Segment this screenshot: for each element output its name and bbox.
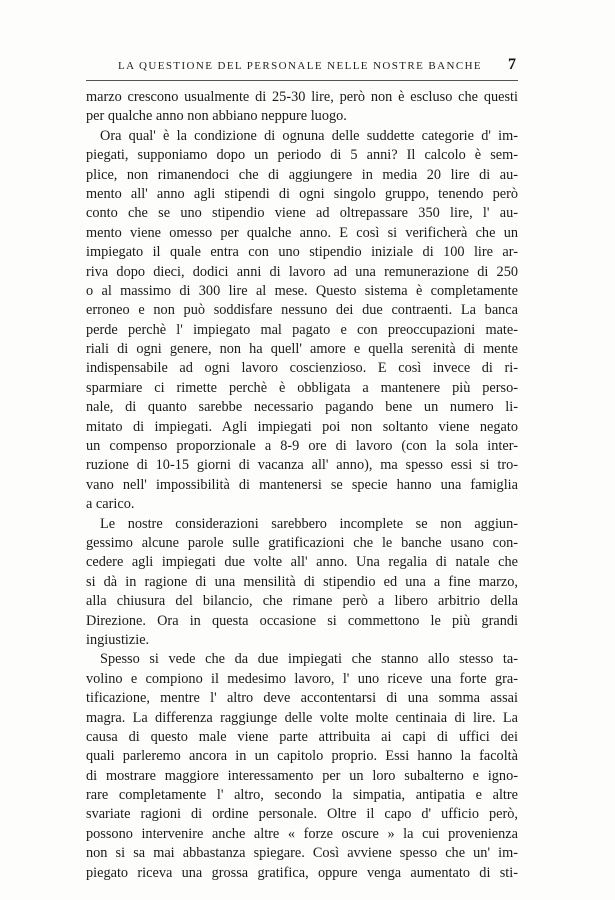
running-head [86,56,518,78]
text-line: mitato di impiegati. Agli impiegati poi non soltanto viene negato [86,418,518,435]
text-line: Le nostre considerazioni sarebbero incomplete se non aggiun- [100,515,518,532]
text-line: a carico. [86,496,135,513]
text-line: Spesso si vede che da due impiegati che stanno allo stesso ta- [100,651,518,668]
text-line: sparmiare ci rimette perchè è obbligata a mantenere più perso- [86,379,518,396]
text-line: magra. La differenza raggiunge delle volte molte centinaia di lire. La [86,709,518,726]
text-line: marzo crescono usualmente di 25-30 lire, però non è escluso che questi [86,89,518,105]
text-line: perde perchè l' impiegato mal pagato e con preoccupazioni mate- [86,321,518,338]
text-line: ruzione di 10-15 giorni di vacanza all' anno), ma spesso essi si tro- [86,457,518,474]
text-line: erroneo e non può soddisfare nessuno dei due contraenti. La banca [86,302,518,319]
text-line: Ora qual' è la condizione di ognuna delle suddette categorie d' im- [100,127,518,144]
text-line: piegato riceva una grossa gratifica, oppure venga aumentato di sti- [86,864,518,881]
text-line: plice, non rimanendoci che di aggiungere in media 20 lire di au- [86,166,518,183]
text-line: riva dopo dieci, dodici anni di lavoro ad una remunerazione di 250 [86,263,518,280]
text-line: si dà in ragione di una mensilità di stipendio ed una a fine marzo, [86,573,518,590]
text-line: gessimo alcune parole sulle gratificazioni che le banche usano con- [86,534,518,551]
text-line: riali di ogni genere, non ha quell' amore e quella serenità di mente [86,341,518,358]
page-number: 7 [508,56,516,73]
running-title: LA QUESTIONE DEL PERSONALE NELLE NOSTRE BANCHE [118,60,483,72]
body-text [86,88,518,883]
text-line: cedere agli impiegati due volte all' anno. Una regalia di natale che [86,554,518,571]
text-line: alla chiusura del bilancio, che rimane però a libero arbitrio della [86,593,518,610]
text-line: mento viene omesso per qualche anno. E così si verificherà che un [86,224,518,241]
text-line: o al massimo di 300 lire al mese. Questo sistema è completamente [86,282,518,299]
text-line: quali parleremo ancora in un capitolo proprio. Essi hanno la facoltà [86,748,518,765]
header-rule [86,80,518,81]
text-line: un compenso proporzionale a 8-9 ore di lavoro (con la sola inter- [86,438,518,455]
text-line: Direzione. Ora in questa occasione si commettono le più grandi [86,612,518,629]
text-line: di mostrare maggiore interessamento per un loro subalterno e igno- [86,767,518,784]
text-line: causa di questo male viene parte attribuita ai capi di uffici dei [86,728,518,745]
text-line: svariate ragioni di ordine personale. Oltre il capo d' ufficio però, [86,806,518,823]
text-line: per qualche anno non abbiano neppure luogo. [86,108,347,125]
text-line: piegati, supponiamo dopo un periodo di 5 anni? Il calcolo è sem- [86,147,518,164]
text-line: impiegato il quale entra con uno stipendio iniziale di 100 lire ar- [86,244,518,261]
text-line: volino e compiono il medesimo lavoro, l' uno riceve una forte gra- [86,670,518,687]
text-line: conto che se uno stipendio viene ad oltrepassare 350 lire, l' au- [86,205,518,222]
text-line: indispensabile ad ogni lavoro coscienzioso. E così invece di ri- [86,360,518,377]
text-line: possono intervenire anche altre « forze oscure » la cui provenienza [86,825,518,842]
text-line: vano nell' impossibilità di mantenersi se specie hanno una famiglia [86,476,518,493]
text-line: rare completamente l' altro, secondo la simpatia, antipatia e altre [86,787,518,804]
text-line: ingiustizie. [86,631,150,648]
text-line: mento all' anno agli stipendi di ogni singolo gruppo, tenendo però [86,185,518,202]
text-line: tificazione, mentre l' altro deve accontentarsi di una somma assai [86,690,518,707]
text-line: non si sa mai abbastanza spiegare. Così avviene spesso che un' im- [86,845,518,862]
text-line: nale, di quanto sarebbe necessario pagando bene un numero li- [86,399,518,416]
